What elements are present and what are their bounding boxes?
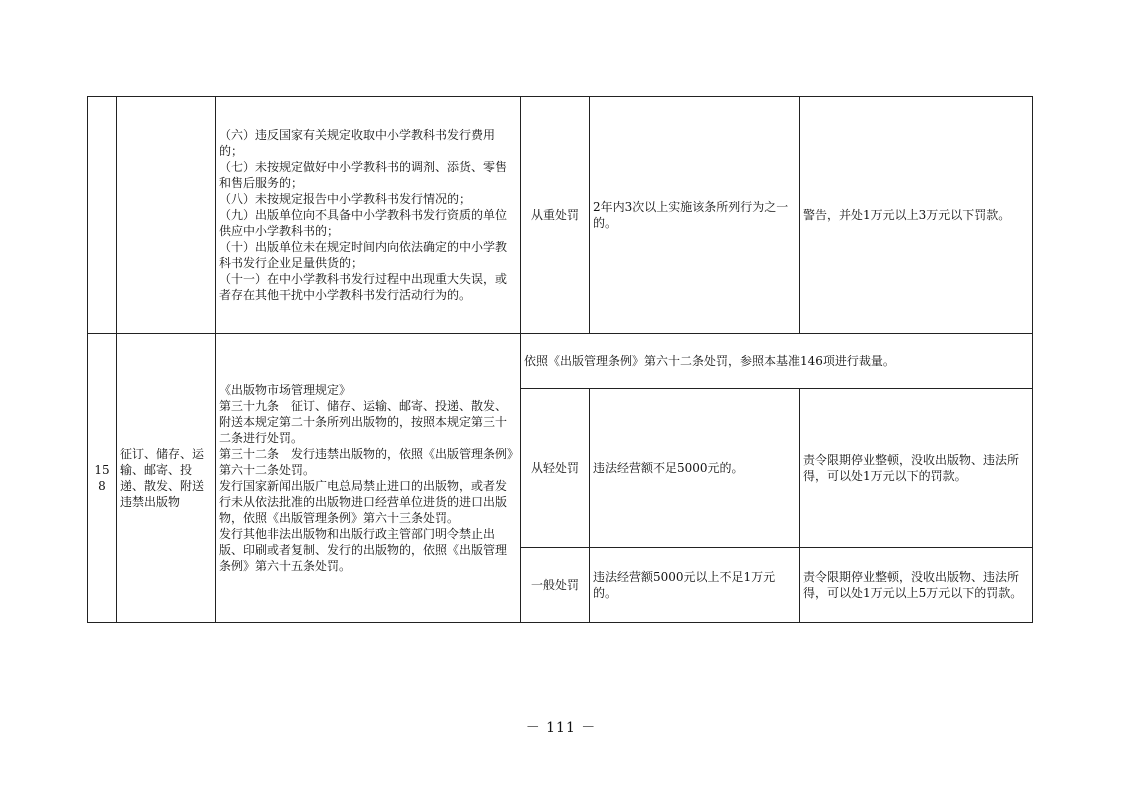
cell-penalty-level: 从重处罚 (521, 97, 590, 334)
table-row-158-note (88, 334, 1033, 389)
cell-penalty: 警告，并处1万元以上3万元以下罚款。 (800, 97, 1033, 334)
cell-circumstance: 2年内3次以上实施该条所列行为之一的。 (590, 97, 800, 334)
clause-11: （十一）在中小学教科书发行过程中出现重大失误，或者存在其他干扰中小学教科书发行活动行为的。 (219, 272, 508, 302)
clause-7: （七）未按规定做好中小学教科书的调剂、添货、零售和售后服务的； (219, 160, 508, 190)
table-row-continued (88, 97, 1033, 334)
cell-penalty: 责令限期停业整顿，没收出版物、违法所得，可以处1万元以上5万元以下的罚款。 (800, 548, 1033, 623)
cell-penalty-level: 一般处罚 (521, 548, 590, 623)
cell-item-name: 征订、储存、运输、邮寄、投递、散发、附送违禁出版物 (117, 334, 216, 623)
basis-import: 发行国家新闻出版广电总局禁止进口的出版物，或者发行未从依法批准的出版物进口经营单位进货的进口出版物，依照《出版管理条例》第六十三条处罚。 (219, 479, 508, 525)
basis-title: 《出版物市场管理规定》 (219, 383, 352, 397)
basis-article-39: 第三十九条 征订、储存、运输、邮寄、投递、散发、附送本规定第二十条所列出版物的，按照本规定第三十二条进行处罚。 (219, 399, 508, 445)
clause-9: （九）出版单位向不具备中小学教科书发行资质的单位供应中小学教科书的； (219, 208, 508, 238)
cell-reference-note: 依照《出版管理条例》第六十二条处罚，参照本基准146项进行裁量。 (521, 334, 1033, 389)
cell-penalty-level: 从轻处罚 (521, 389, 590, 548)
cell-penalty: 责令限期停业整顿，没收出版物、违法所得，可以处1万元以下的罚款。 (800, 389, 1033, 548)
basis-article-32: 第三十二条 发行违禁出版物的，依照《出版管理条例》第六十二条处罚。 (219, 447, 514, 477)
cell-no-empty (88, 97, 117, 334)
clause-10: （十）出版单位未在规定时间内向依法确定的中小学教科书发行企业足量供货的； (219, 240, 508, 270)
cell-circumstance: 违法经营额不足5000元的。 (590, 389, 800, 548)
cell-legal-basis (216, 334, 521, 623)
cell-circumstance: 违法经营额5000元以上不足1万元的。 (590, 548, 800, 623)
page-number: － 111 － (525, 720, 597, 736)
basis-illegal: 发行其他非法出版物和出版行政主管部门明令禁止出版、印刷或者复制、发行的出版物的，依照《出版管理条例》第六十五条处罚。 (219, 527, 508, 573)
cell-item-number: 158 (88, 334, 117, 623)
clause-6: （六）违反国家有关规定收取中小学教科书发行费用的； (219, 128, 496, 158)
penalty-standard-table (87, 96, 1033, 623)
cell-violation-clauses (216, 97, 521, 334)
cell-item-empty (117, 97, 216, 334)
clause-8: （八）未按规定报告中小学教科书发行情况的； (219, 192, 472, 206)
